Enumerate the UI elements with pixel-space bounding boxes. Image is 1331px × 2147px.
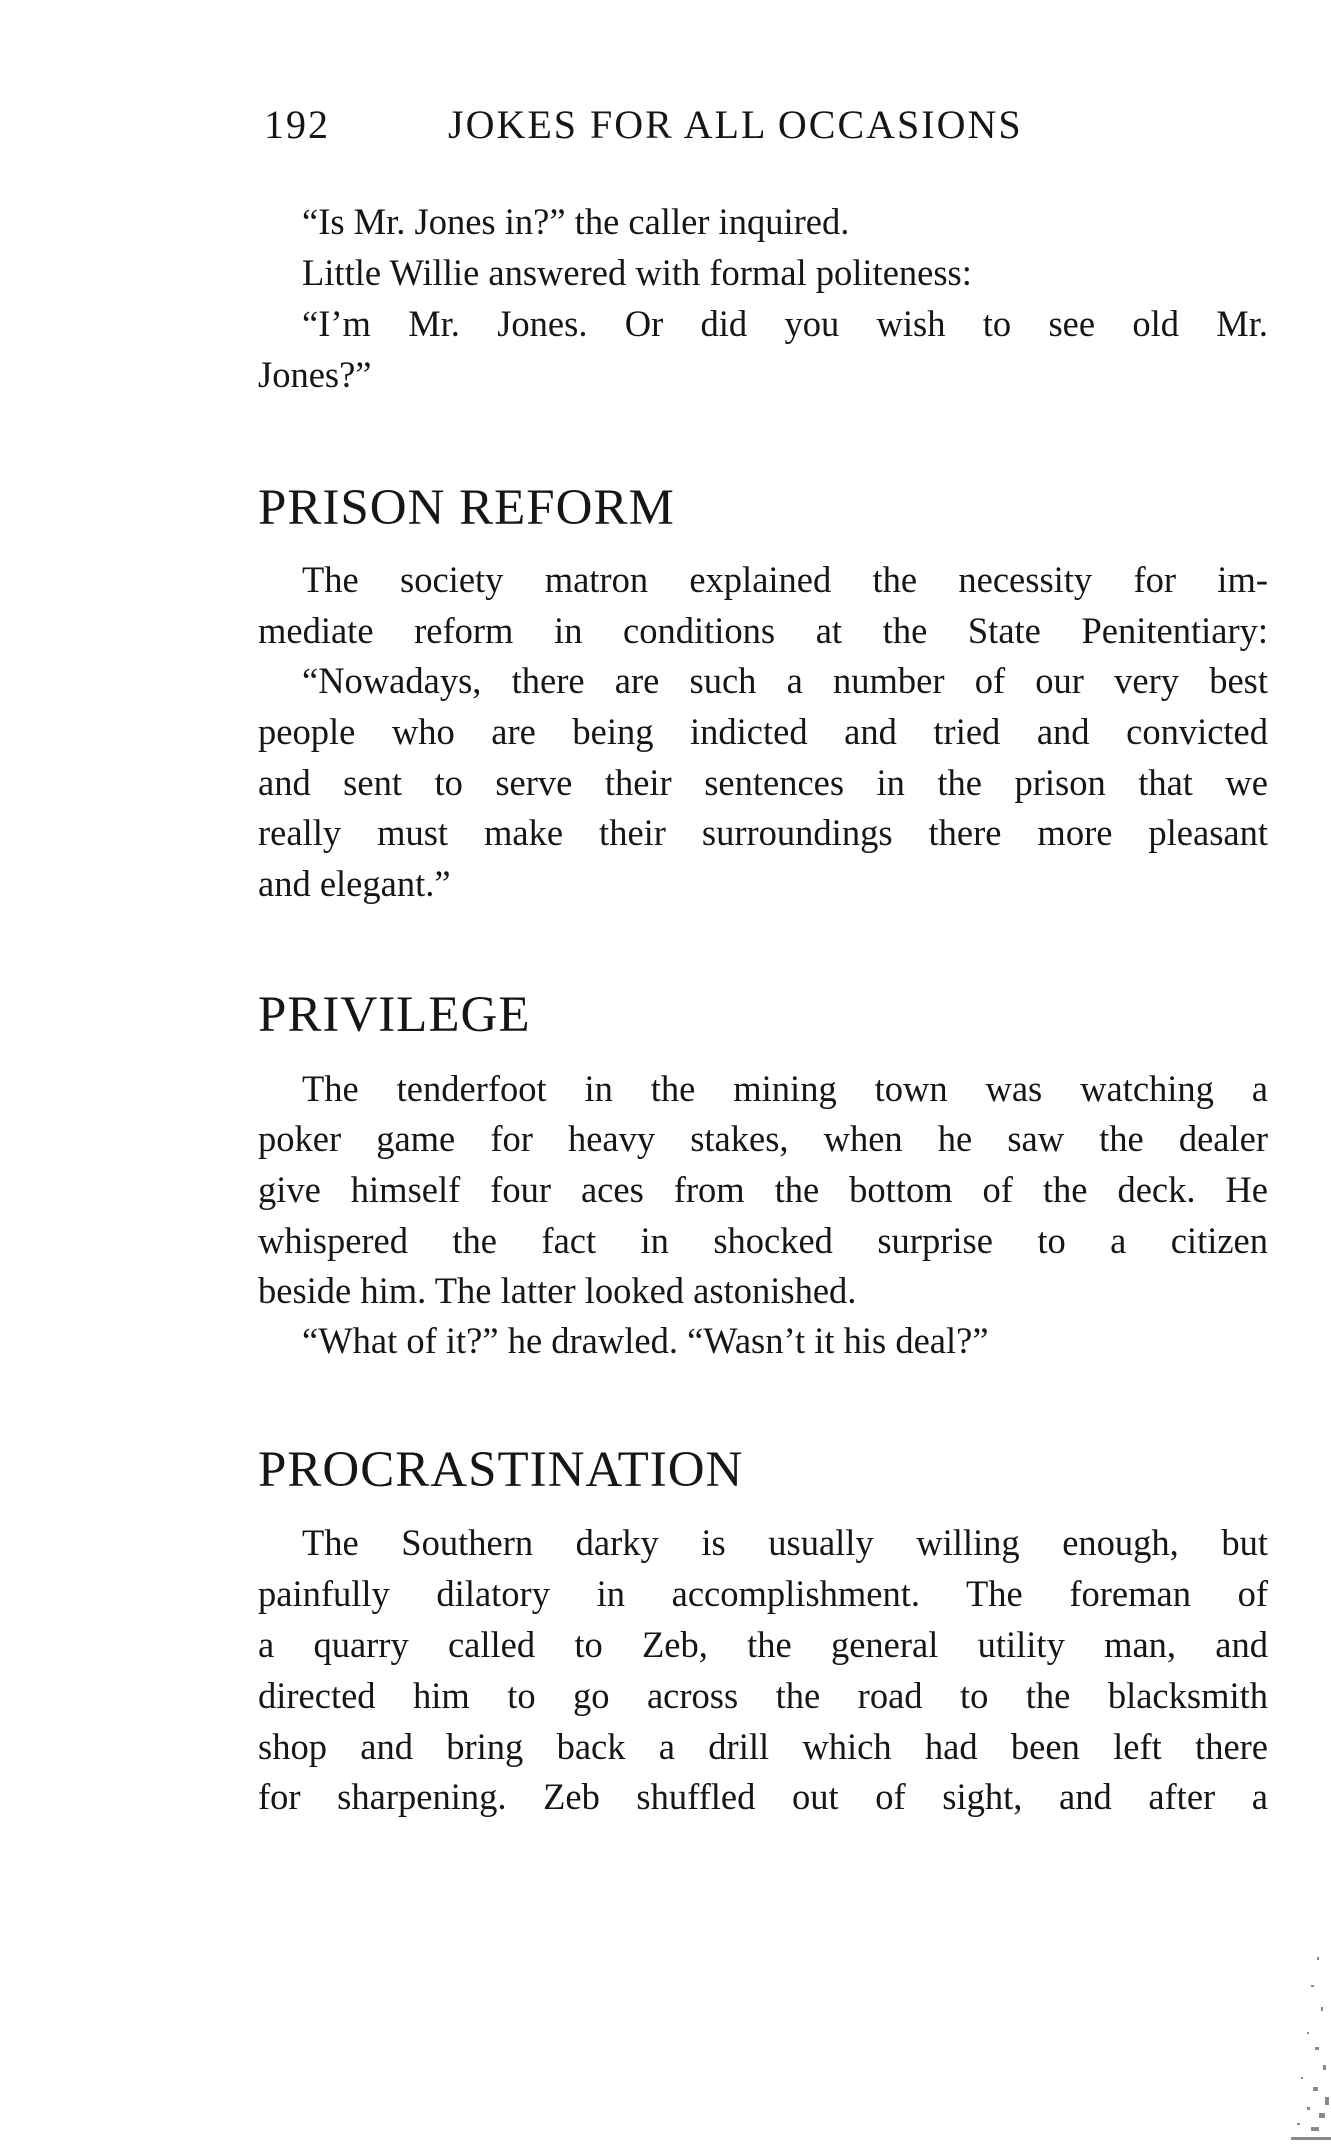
text-line: really must make their surroundings there more pleasant: [258, 812, 1268, 853]
text-line: give himself four aces from the bottom of the deck. He: [258, 1169, 1268, 1210]
text-line: and sent to serve their sentences in the prison that we: [258, 762, 1268, 803]
section-heading-privilege: PRIVILEGE: [258, 987, 531, 1043]
text-line: Jones?”: [258, 354, 372, 395]
text-line: for sharpening. Zeb shuffled out of sight, and after a: [258, 1776, 1268, 1817]
text-line: “Nowadays, there are such a number of our very best: [302, 660, 1268, 701]
text-line: a quarry called to Zeb, the general utility man, and: [258, 1624, 1268, 1665]
text-line: beside him. The latter looked astonished.: [258, 1270, 857, 1311]
text-line: The Southern darky is usually willing enough, but: [302, 1522, 1268, 1563]
text-line: Little Willie answered with formal politeness:: [302, 252, 972, 293]
text-line: shop and bring back a drill which had been left there: [258, 1726, 1268, 1767]
text-line: “Is Mr. Jones in?” the caller inquired.: [302, 201, 850, 242]
text-line: mediate reform in conditions at the State Penitentiary:: [258, 610, 1268, 651]
text-line: and elegant.”: [258, 863, 451, 904]
text-line: The society matron explained the necessity for im-: [302, 559, 1268, 600]
text-line: painfully dilatory in accomplishment. The foreman of: [258, 1573, 1268, 1614]
text-line: “What of it?” he drawled. “Wasn’t it his deal?”: [302, 1320, 989, 1361]
text-line: poker game for heavy stakes, when he saw the dealer: [258, 1118, 1268, 1159]
text-line: directed him to go across the road to the blacksmith: [258, 1675, 1268, 1716]
book-title: JOKES FOR ALL OCCASIONS: [448, 102, 1023, 147]
text-line: whispered the fact in shocked surprise to a citizen: [258, 1220, 1268, 1261]
page-number: 192: [264, 102, 330, 147]
text-line: The tenderfoot in the mining town was watching a: [302, 1068, 1268, 1109]
text-line: “I’m Mr. Jones. Or did you wish to see old Mr.: [302, 303, 1268, 344]
text-line: people who are being indicted and tried and convicted: [258, 711, 1268, 752]
section-heading-procrastination: PROCRASTINATION: [258, 1442, 744, 1498]
running-head: [258, 100, 1268, 150]
scan-edge-artifact: [1271, 1937, 1331, 2147]
section-heading-prison-reform: PRISON REFORM: [258, 480, 675, 536]
